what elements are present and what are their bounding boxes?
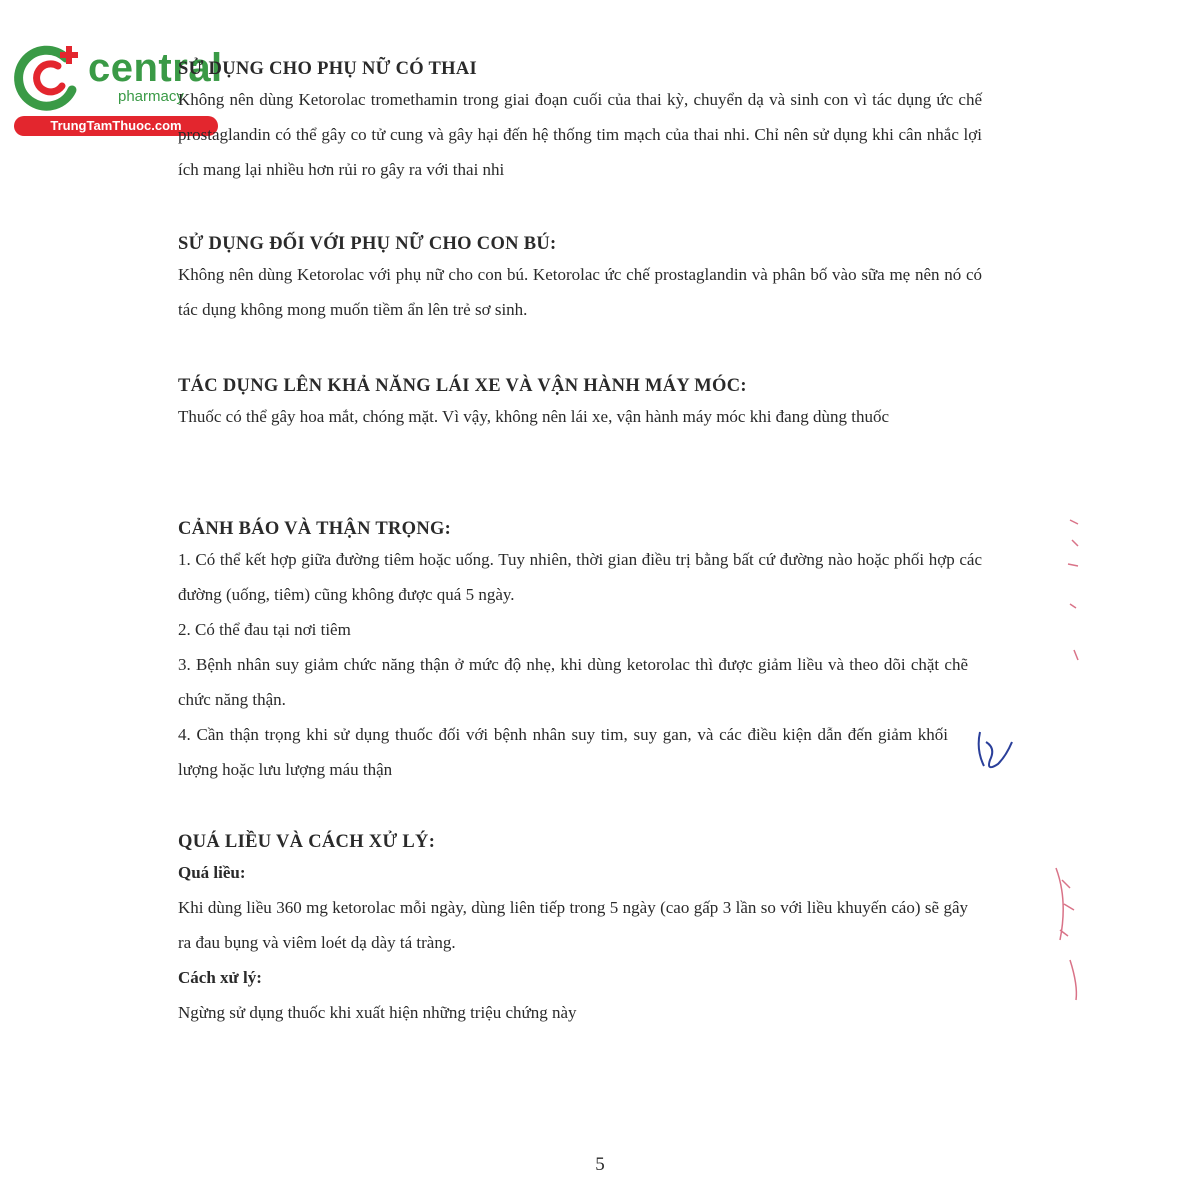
section-paragraph: Không nên dùng Ketorolac với phụ nữ cho con bú. Ketorolac ức chế prostaglandin và phân bố vào sữa mẹ nên nó có tác dụng không mong muốn tiềm ẩn lên trẻ sơ sinh.	[178, 265, 982, 319]
warning-item: 3. Bệnh nhân suy giảm chức năng thận ở mức độ nhẹ, khi dùng ketorolac thì được giảm liều và theo dõi chặt chẽ chức năng thận.	[178, 655, 968, 709]
section-heading: TÁC DỤNG LÊN KHẢ NĂNG LÁI XE VÀ VẬN HÀNH MÁY MÓC:	[178, 376, 747, 396]
brand-name: central	[88, 46, 223, 90]
warning-item: 2. Có thể đau tại nơi tiêm	[178, 620, 351, 639]
stamp-icon	[1056, 520, 1078, 1000]
section-paragraph: Khi dùng liều 360 mg ketorolac mỗi ngày, dùng liên tiếp trong 5 ngày (cao gấp 3 lần so với liều khuyến cáo) sẽ gây ra đau bụng và viêm loét dạ dày tá tràng.	[178, 898, 968, 952]
section-pregnancy	[178, 56, 982, 187]
document-body	[178, 56, 982, 1030]
warning-item: 1. Có thể kết hợp giữa đường tiêm hoặc uống. Tuy nhiên, thời gian điều trị bằng bất cứ đường nào hoặc phối hợp các đường (uống, tiêm) cũng không được quá 5 ngày.	[178, 550, 982, 604]
section-warnings	[178, 516, 982, 787]
section-heading: SỬ DỤNG ĐỐI VỚI PHỤ NỮ CHO CON BÚ:	[178, 234, 557, 254]
section-breastfeeding	[178, 231, 982, 327]
section-heading: QUÁ LIỀU VÀ CÁCH XỬ LÝ:	[178, 832, 436, 852]
section-driving	[178, 373, 982, 434]
signature-icon	[979, 732, 1012, 767]
section-heading: CẢNH BÁO VÀ THẬN TRỌNG:	[178, 519, 452, 539]
section-paragraph: Không nên dùng Ketorolac tromethamin trong giai đoạn cuối của thai kỳ, chuyển dạ và sinh con vì tác dụng ức chế prostaglandin có thể gây co tử cung và gây hại đến hệ thống tim mạch của thai nhi. Chỉ nên sử dụng khi cân nhắc lợi ích mang lại nhiều hơn rủi ro gây ra với thai nhi	[178, 90, 982, 179]
subheading-treatment: Cách xử lý:	[178, 968, 262, 987]
pharmacy-cross-icon	[10, 38, 90, 118]
section-overdose	[178, 829, 982, 1030]
subheading-overdose: Quá liều:	[178, 863, 246, 882]
section-paragraph: Thuốc có thể gây hoa mắt, chóng mặt. Vì vậy, không nên lái xe, vận hành máy móc khi đang dùng thuốc	[178, 407, 889, 426]
section-heading: SỬ DỤNG CHO PHỤ NỮ CÓ THAI	[178, 59, 478, 79]
warning-item: 4. Cần thận trọng khi sử dụng thuốc đối với bệnh nhân suy tim, suy gan, và các điều kiện dẫn đến giảm khối lượng hoặc lưu lượng máu thận	[178, 725, 948, 779]
brand-url: TrungTamThuoc.com	[14, 116, 218, 136]
page-number: 5	[595, 1154, 605, 1175]
brand-subtitle: pharmacy	[118, 88, 184, 105]
section-paragraph: Ngừng sử dụng thuốc khi xuất hiện những triệu chứng này	[178, 1003, 577, 1022]
